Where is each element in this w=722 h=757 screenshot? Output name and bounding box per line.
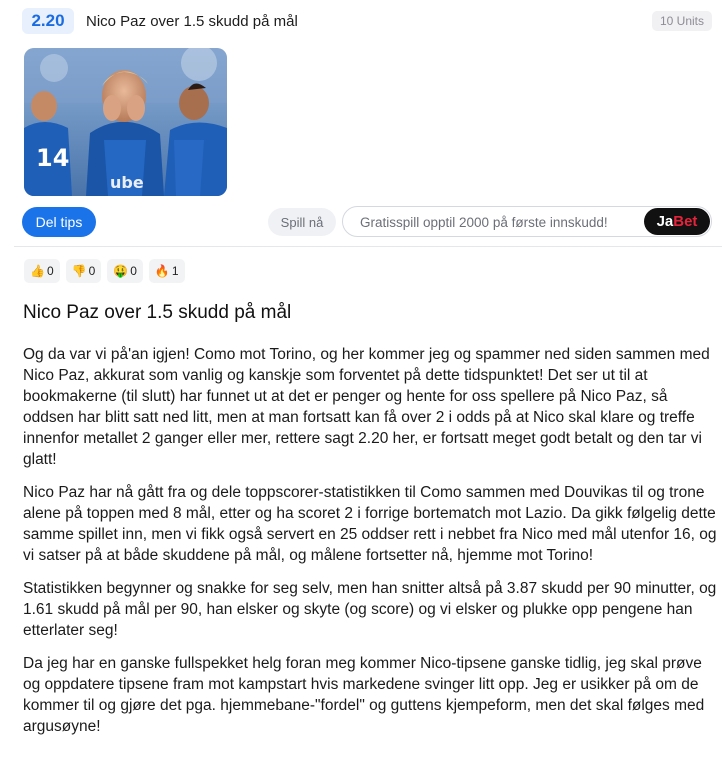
bookmaker-promo[interactable]	[342, 206, 712, 237]
article-paragraph: Statistikken begynner og snakke for seg selv, men han snitter altså på 3.87 skudd per 90 minutter, og 1.61 skudd på mål per 90, han elsker og skyte (og score) og vi elsker og plukke opp pengene han etterlater seg!	[23, 580, 717, 639]
divider	[14, 246, 722, 247]
article-paragraph: Da jeg har en ganske fullspekket helg foran meg kommer Nico-tipsene ganske tidlig, jeg skal prøve og oppdatere tipsene fram mot kampstart hvis markedene svinger litt opp. Jeg er usikker på om de kommer til og gjøre det pga. hjemmebane-"fordel" og guttens kjempeform, men det skal følges med argusøyne!	[23, 655, 705, 735]
reactions-bar	[24, 259, 191, 283]
reaction-count: 1	[171, 264, 179, 278]
promo-text: Gratisspill opptil 2000 på første innskudd!	[360, 215, 608, 230]
article-body	[23, 344, 719, 749]
jersey-number: 14	[36, 144, 70, 172]
article-title: Nico Paz over 1.5 skudd på mål	[23, 302, 292, 323]
play-now-button[interactable]: Spill nå	[268, 208, 336, 236]
article-paragraph: Og da var vi på'an igjen! Como mot Torino, og her kommer jeg og spammer ned siden sammen med Nico Paz, akkurat som vanlig og kanskje som forventet på dette tidspunktet! Det ser ut til at bookmakerne (til slutt) har funnet ut at det er penger og hente for oss spellere på Nico Paz, så oddsen har blitt satt ned litt, men at man fortsatt kan få over 2 i odds på at Nico skal klare og treffe innenfor metallet 2 ganger eller mer, rettere sagt 2.20 her, er fortsatt meget godt betalt og den tar vi glatt!	[23, 346, 710, 468]
reaction-fire[interactable]	[149, 259, 185, 283]
reaction-count: 0	[130, 264, 137, 278]
money-face-icon: 🤑	[113, 264, 129, 278]
units-badge: 10 Units	[652, 11, 712, 31]
thumbs-down-icon: 👎	[71, 264, 87, 278]
reaction-thumbs-up[interactable]	[24, 259, 60, 283]
reaction-count: 0	[88, 264, 96, 278]
fire-icon: 🔥	[154, 264, 170, 278]
reaction-count: 0	[46, 264, 54, 278]
reaction-money-face[interactable]	[107, 259, 143, 283]
brand-logo-bet: Bet	[673, 213, 698, 230]
thumbs-up-icon: 👍	[30, 264, 45, 278]
match-photo	[24, 48, 227, 196]
tip-title[interactable]: Nico Paz over 1.5 skudd på mål	[86, 13, 298, 30]
odds-badge: 2.20	[22, 8, 74, 34]
article-paragraph: Nico Paz har nå gått fra og dele toppscorer-statistikken til Como sammen med Douvikas til og trone alene på toppen med 8 mål, etter og ha scoret 2 i forrige bortematch mot Lazio. Da gikk følgelig dette samme spillet inn, men vi fikk også servert en 25 oddser rett i nebbet fra Nico med mål utenfor 16, og vi satser på at både skuddene på mål, og målene fortsetter nå, hjemme mot Torino!	[23, 484, 717, 564]
svg-text:ube: ube	[110, 173, 144, 192]
jabet-logo	[644, 208, 710, 235]
reaction-thumbs-down[interactable]	[66, 259, 102, 283]
brand-logo-ja: Ja	[656, 213, 674, 230]
share-tip-button[interactable]: Del tips	[22, 207, 96, 237]
match-photo-graphic	[24, 48, 227, 196]
